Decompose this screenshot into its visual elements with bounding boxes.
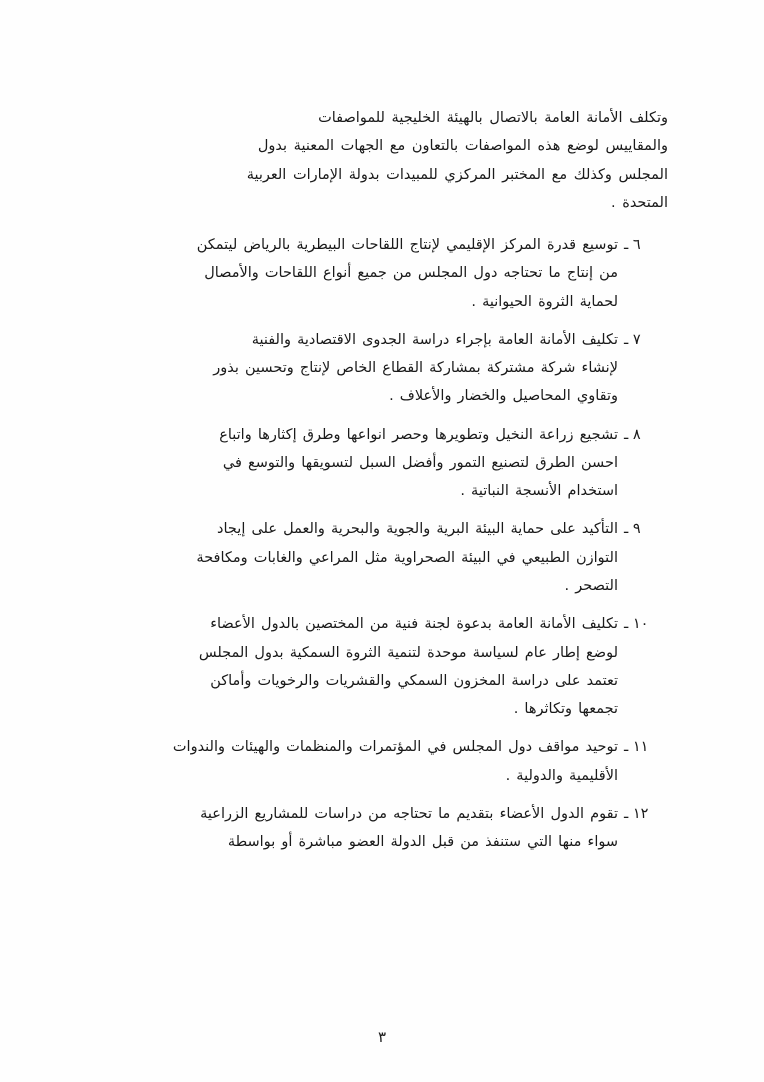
clause-text [96, 800, 618, 857]
intro-paragraph [96, 104, 668, 217]
clause-text [96, 326, 618, 411]
clause-number [618, 326, 668, 354]
clause-number-value: ١٢ [632, 805, 649, 822]
clause-dash: ـ [624, 331, 629, 348]
clause-dash: ـ [624, 739, 629, 756]
clause-line: تقوم الدول الأعضاء بتقديم ما تحتاجه من دراسات للمشاريع الزراعية [200, 805, 618, 822]
clause-text [96, 231, 618, 316]
clause-line: احسن الطرق لتصنيع التمور وأفضل السبل لتسويقها والتوسع في [222, 454, 618, 471]
clause-line: توسيع قدرة المركز الإقليمي لإنتاج اللقاحات البيطرية بالرياض ليتمكن [196, 237, 618, 254]
clause-text [96, 515, 618, 600]
clause-line: استخدام الأنسجة النباتية . [460, 483, 618, 500]
clause-line: لحماية الثروة الحيوانية . [471, 293, 618, 310]
clause-number-value: ٧ [632, 331, 641, 348]
clause-dash: ـ [624, 521, 629, 538]
clause-line: من إنتاج ما تحتاجه دول المجلس من جميع أنواع اللقاحات والأمصال [204, 265, 618, 282]
clause-line: لوضع إطار عام لسياسة موحدة لتنمية الثروة السمكية بدول المجلس [198, 644, 618, 661]
list-item [96, 421, 668, 506]
clause-line: تشجيع زراعة النخيل وتطويرها وحصر انواعها وطرق إكثارها واتباع [219, 426, 618, 443]
list-item [96, 733, 668, 790]
clause-line: الأقليمية والدولية . [505, 767, 618, 784]
clause-number-value: ٦ [632, 237, 641, 254]
clause-line: وتقاوي المحاصيل والخضار والأعلاف . [389, 388, 618, 405]
clause-line: سواء منها التي ستنفذ من قبل الدولة العضو مباشرة أو بواسطة [227, 834, 618, 851]
intro-line: وتكلف الأمانة العامة بالاتصال بالهيئة الخليجية للمواصفات [318, 110, 668, 126]
list-item [96, 515, 668, 600]
intro-line: المتحدة . [611, 194, 668, 211]
clause-number [618, 733, 668, 761]
clause-dash: ـ [624, 616, 629, 633]
clause-number [618, 800, 668, 828]
clause-line: التأكيد على حماية البيئة البرية والجوية والبحرية والعمل على إيجاد [217, 521, 618, 538]
clause-line: لإنشاء شركة مشتركة بمشاركة القطاع الخاص لإنتاج وتحسين بذور [213, 360, 618, 377]
list-item [96, 610, 668, 723]
document-body [96, 104, 668, 866]
clause-line: تجمعها وتكاثرها . [513, 701, 618, 718]
clause-number [618, 515, 668, 543]
clause-number-value: ٨ [632, 426, 641, 443]
clause-dash: ـ [624, 805, 629, 822]
page-number: ٣ [377, 1028, 387, 1046]
clause-number-value: ١٠ [632, 616, 649, 633]
clause-list [96, 231, 668, 856]
clause-line: التوازن الطبيعي في البيئة الصحراوية مثل المراعي والغابات ومكافحة [196, 549, 618, 566]
clause-number-value: ١١ [632, 739, 649, 756]
clause-number-value: ٩ [632, 521, 641, 538]
intro-line: المجلس وكذلك مع المختبر المركزي للمبيدات بدولة الإمارات العربية [246, 166, 668, 183]
intro-line: والمقاييس لوضع هذه المواصفات بالتعاون مع الجهات المعنية بدول [257, 138, 668, 155]
list-item [96, 326, 668, 411]
clause-text [96, 610, 618, 723]
clause-line: تكليف الأمانة العامة بإجراء دراسة الجدوى الاقتصادية والفنية [251, 331, 618, 348]
clause-text [96, 733, 618, 790]
clause-line: توحيد مواقف دول المجلس في المؤتمرات والمنظمات والهيئات والندوات [172, 739, 618, 756]
clause-line: تكليف الأمانة العامة بدعوة لجنة فنية من المختصين بالدول الأعضاء [210, 616, 618, 633]
clause-number [618, 231, 668, 259]
clause-text [96, 421, 618, 506]
list-item [96, 800, 668, 857]
clause-dash: ـ [624, 426, 629, 443]
clause-dash: ـ [624, 237, 629, 254]
clause-line: التصحر . [564, 577, 618, 594]
clause-number [618, 610, 668, 638]
list-item [96, 231, 668, 316]
clause-line: تعتمد على دراسة المخزون السمكي والقشريات والرخويات وأماكن [210, 672, 618, 689]
clause-number [618, 421, 668, 449]
